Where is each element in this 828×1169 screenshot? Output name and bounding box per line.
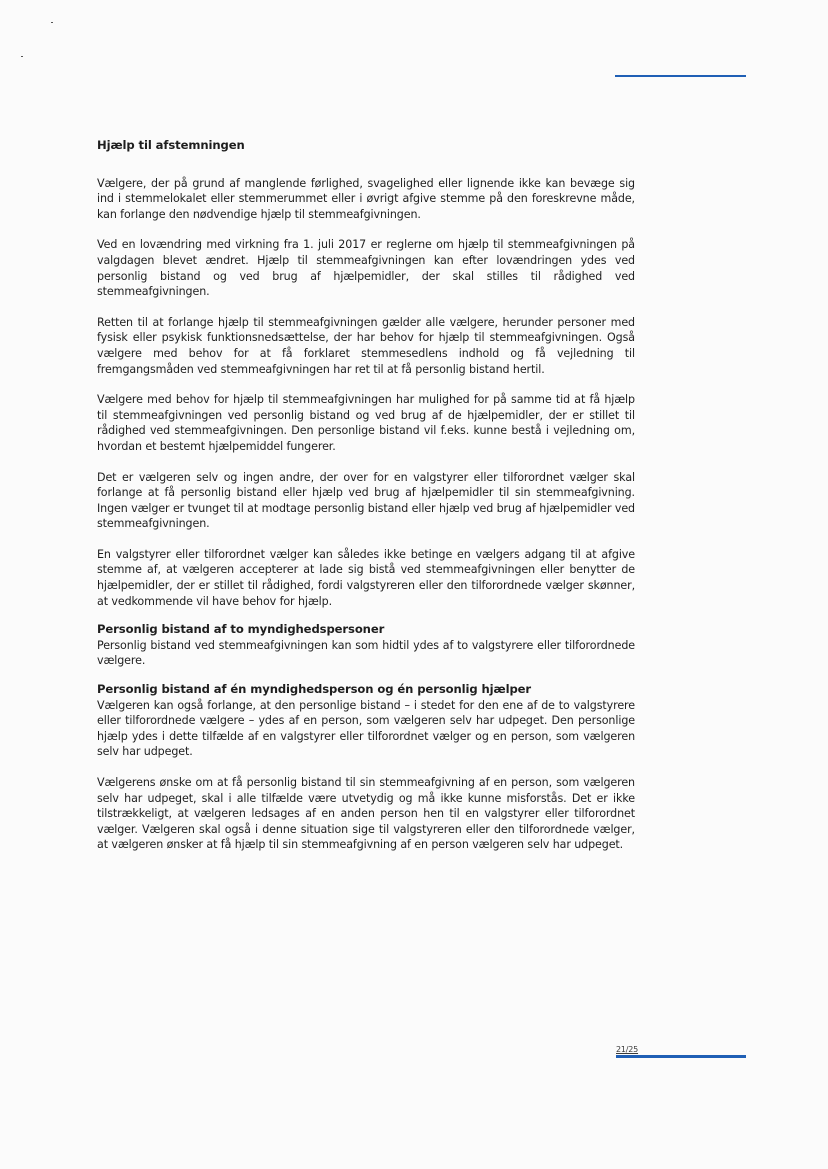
section-heading: Personlig bistand af to myndighedspersoner <box>97 622 385 637</box>
section-heading: Personlig bistand af én myndighedsperson og én personlig hjælper <box>97 682 532 697</box>
paragraph: Vælgere med behov for hjælp til stemmeafgivningen har mulighed for på samme tid at få hjælp til stemmeafgivningen ved personlig bistand og ved brug af de hjælpemidler, der er stillet til rådighed ved stemmeafgivningen. Den personlige bistand vil f.eks. kunne bestå i vejledning om, hvordan et bestemt hjælpemiddel fungerer. <box>97 393 635 453</box>
page-number: 21/25 <box>616 1045 639 1054</box>
footer-rule <box>616 1055 746 1058</box>
document-body <box>97 138 635 853</box>
paragraph: Ved en lovændring med virkning fra 1. juli 2017 er reglerne om hjælp til stemmeafgivningen på valgdagen blevet ændret. Hjælp til stemmeafgivningen kan efter lovændringen ydes ved personlig bistand og ved brug af hjælpemidler, der skal stilles til rådighed ved stemmeafgivningen. <box>97 238 635 299</box>
paragraph: Det er vælgeren selv og ingen andre, der over for en valgstyrer eller tilforordnet vælger skal forlange at få personlig bistand eller hjælp ved brug af hjælpemidler til sin stemmeafgivning. Ingen vælger er tvunget til at modtage personlig bistand eller hjælp ved brug af hjælpemidler ved stemmeafgivningen. <box>97 470 635 531</box>
section-paragraph: Personlig bistand ved stemmeafgivningen kan som hidtil ydes af to valgstyrere eller tilforordnede vælgere. <box>97 638 635 668</box>
paragraph: Retten til at forlange hjælp til stemmeafgivningen gælder alle vælgere, herunder personer med fysisk eller psykisk funktionsnedsættelse, der har behov for hjælp til stemmeafgivningen. Også vælgere med behov for at få forklaret stemmesedlens indhold og få vejledning til fremgangsmåden ved stemmeafgivningen har ret til at få personlig bistand hertil. <box>97 315 635 376</box>
document-title: Hjælp til afstemningen <box>97 138 245 152</box>
paragraph: Vælgere, der på grund af manglende førlighed, svagelighed eller lignende ikke kan bevæge sig ind i stemmelokalet eller stemmerummet eller i øvrigt afgive stemme på den foreskrevne måde, kan forlange den nødvendige hjælp til stemmeafgivningen. <box>97 176 635 221</box>
section-paragraph: Vælgerens ønske om at få personlig bistand til sin stemmeafgivning af en person, som vælgeren selv har udpeget, skal i alle tilfælde være utvetydig og må ikke kunne misforstås. Det er ikke tilstrækkeligt, at vælgeren ledsages af en anden person hen til en valgstyrer eller tilforordnet vælger. Vælgeren skal også i denne situation sige til valgstyreren eller den tilforordnede vælger, at vælgeren ønsker at få hjælp til sin stemmeafgivning af en person vælgeren selv har udpeget. <box>97 776 635 852</box>
section-paragraph: Vælgeren kan også forlange, at den personlige bistand – i stedet for den ene af de to valgstyrere eller tilforordnede vælgere – ydes af en person, som vælgeren selv har udpeget. Den personlige hjælp ydes i dette tilfælde af en valgstyrer eller tilforordnet vælger og en person, som vælgeren selv har udpeget. <box>97 698 635 759</box>
scan-speck <box>21 56 23 57</box>
paragraph: En valgstyrer eller tilforordnet vælger kan således ikke betinge en vælgers adgang til at afgive stemme af, at vælgeren accepterer at lade sig bistå ved stemmeafgivningen eller benytter de hjælpemidler, der er stillet til rådighed, fordi valgstyreren eller den tilforordnede vælger skønner, at vedkommende vil have behov for hjælp. <box>97 547 635 608</box>
header-rule <box>615 75 746 77</box>
scan-speck <box>51 22 53 23</box>
